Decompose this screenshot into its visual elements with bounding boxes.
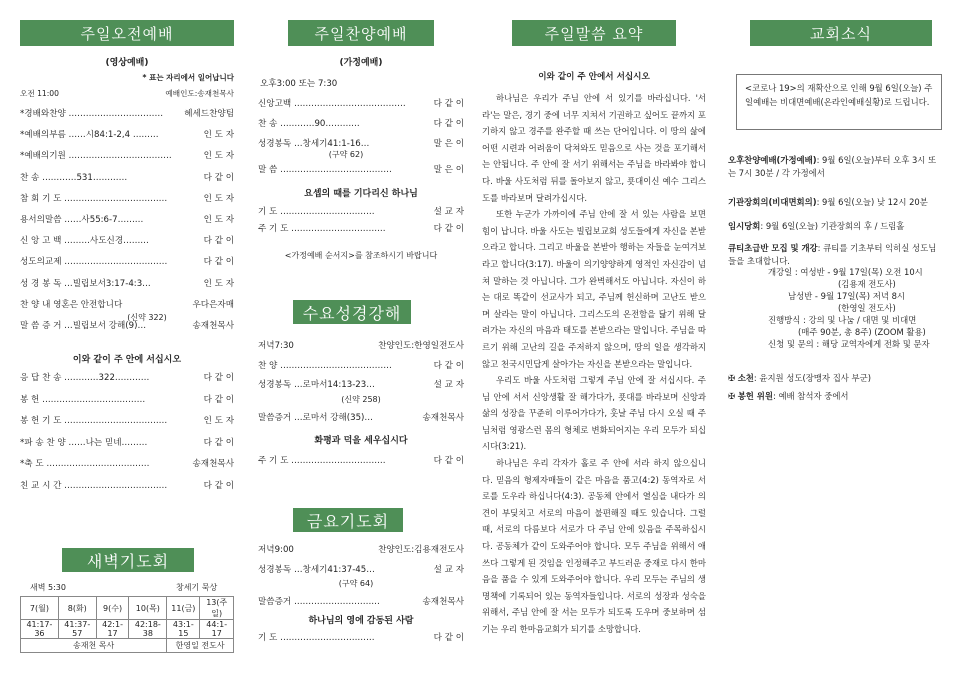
friday-reading-row (258, 564, 464, 577)
order-leader: 인 도 자 (203, 278, 234, 289)
order-row (258, 118, 464, 131)
news-label: 큐티초급반 모집 및 개강 (728, 243, 818, 253)
order-label: 말씀증거 …로마서 강해(35)… (258, 413, 374, 423)
dawn-prayer-header: 새벽기도회 (62, 548, 194, 572)
dawn-texts-row (21, 620, 234, 639)
order-label: 주 기 도 …………………………… (258, 224, 386, 234)
service-presider: 예배인도:송재천목사 (165, 89, 234, 98)
friday-sermon-title: 하나님의 영에 감동된 사람 (308, 616, 414, 626)
order-row (20, 150, 234, 163)
friday-time: 저녁9:00 (258, 545, 294, 555)
friday-header: 금요기도회 (293, 508, 403, 532)
order-leader: 다 같 이 (433, 99, 464, 109)
order-leader: 말 은 이 (433, 165, 464, 175)
order-label: 성경봉독 …창세기41:1-16… (258, 139, 370, 149)
order-label: 용서의말씀 ……사55:6-7……… (20, 215, 144, 225)
order-label: 신앙고백 ………………………………… (258, 99, 406, 109)
order-leader: 다 같 이 (203, 236, 234, 247)
qt-detail-line: 진행방식 : 강의 및 나눔 / 대면 및 비대면 (768, 315, 917, 325)
family-worship-note: <가정예배 순서지>를 참조하시기 바랍니다 (284, 251, 438, 260)
order-leader: 인 도 자 (203, 130, 234, 141)
friday-verse-reference: (구약 64) (338, 579, 374, 588)
church-news-header: 교회소식 (750, 20, 932, 46)
order-label: 응 답 찬 송 …………322………… (20, 373, 150, 383)
news-qt-class (728, 242, 942, 267)
order-row (20, 458, 234, 471)
qt-class-details (728, 266, 942, 350)
dawn-leader-1: 송재천 목사 (21, 639, 167, 653)
wednesday-header: 수요성경강해 (293, 300, 411, 324)
order-label: 성경봉독 …로마서14:13-23… (258, 380, 375, 390)
dawn-text-cell: 43:1-15 (167, 620, 200, 639)
order-label: 신 앙 고 백 ………사도신경……… (20, 236, 149, 247)
order-label: 기 도 …………………………… (258, 633, 375, 643)
summary-paragraph: 하나님은 우리 각자가 홀로 주 안에 서라 하지 않으십니다. 믿음의 형제자매들이 같은 마음을 품고(4:2) 동역자로 서로를 도우라 하십니다(4:3). 공동체 안에서 열심을 내다가 의견이 부딪치고 서로의 마음이 불편해질 때도 있습니다. 그럴 때, 서로의 다름보다 서로가 다 주님 안에 있음을 주목하십시다. 공동체가 같이 도와주어야 합니다. 모두 주님을 위해서 애쓰다 그렇게 된 것임을 인정해주고 부드러운 중재로 다시 한마음을 품을 수 있게 도와주어야 합니다. 우리 모두는 주님의 생명책에 기록되어 있는 동역자들입니다. 서로의 성장과 성숙을 위해서, 주님 안에 잘 서는 모두가 되도록 도우며 중보하며 섬기는 우리 한마음교회가 되기를 소망합니다. (482, 458, 706, 634)
order-leader: 인 도 자 (203, 193, 234, 204)
order-leader: 송재천목사 (192, 321, 234, 331)
order-label: 봉 헌 기 도 ……………………………… (20, 416, 168, 426)
friday-time-row (258, 544, 464, 557)
order-label: 찬 양 내 영혼은 안전합니다 (20, 299, 123, 310)
news-text: : 9월 6일(오늘) 낮 12시 20분 (816, 197, 928, 207)
wednesday-time-row (258, 340, 464, 353)
dawn-day-cell: 8(화) (58, 597, 96, 620)
cross-icon: ✠ (728, 373, 736, 383)
order-label: 말 씀 ………………………………… (258, 165, 392, 175)
order-row (20, 172, 234, 185)
wednesday-sermon-title: 화평과 덕을 세우십시다 (314, 436, 408, 446)
summary-paragraph: 또한 누군가 가까이에 주님 안에 잘 서 있는 사람을 보면 힘이 납니다. 바울 사도는 빌립보교회 성도들에게 자신을 본받으라고 합니다. 그리고 바울을 본받아 행하는 자들을 눈여겨보라고 합니다(3:17). 바울이 의기양양하게 영적인 자신감이 넘쳐 말하는 것 아닙니다. 그가 완벽해서도 아닙니다. 자신이 하는 대로 똑같이 선교사가 되고, 주님께 헌신하며 고난도 받으며 살라는 말이 아닙니다. 그리스도의 온전함을 닮기 위해 달려가는 자신의 마음과 태도를 본받으라는 말입니다. 주님을 따르기 위해 고난의 길을 주저하지 않으며, 땅의 일을 생각하지 않고 천국시민답게 살아가는 자신을 본받으라는 말입니다. (482, 209, 706, 369)
order-row (20, 278, 234, 291)
order-label: 성도의교제 ……………………………… (20, 257, 168, 268)
order-leader: 다 같 이 (203, 172, 234, 183)
sermon-summary-header: 주일말씀 요약 (512, 20, 676, 46)
qt-detail-line: 신청 및 문의 : 해당 교역자에게 전화 및 문자 (768, 339, 930, 349)
column-morning-service (20, 20, 234, 660)
news-text: : 큐티를 기초부터 익히실 성도님들을 초대합니다. (728, 243, 937, 266)
order-label: *경배와찬양 …………………………… (20, 109, 164, 119)
news-label: 임시당회 (728, 221, 761, 231)
afternoon-sermon-row (258, 164, 464, 177)
order-leader: 다 같 이 (433, 224, 464, 234)
dawn-days-row (21, 597, 234, 620)
order-label: 찬 송 …………531………… (20, 172, 128, 183)
order-leader: 송재천목사 (422, 597, 464, 607)
dawn-day-cell: 13(주일) (200, 597, 234, 620)
order-leader: 송재천목사 (422, 413, 464, 423)
order-leader: 다 같 이 (203, 257, 234, 268)
dawn-text-cell: 41:17-36 (21, 620, 59, 639)
qt-detail-line: 개강일 : 여성반 - 9월 17일(목) 오전 10시 (768, 267, 923, 277)
order-label: 말 씀 증 거 …빌립보서 강해(9)… (20, 321, 147, 331)
order-leader: 설 교 자 (433, 207, 464, 217)
wednesday-time: 저녁7:30 (258, 341, 294, 351)
order-leader: 다 같 이 (203, 437, 234, 448)
order-row (258, 379, 464, 392)
order-leader: 다 같 이 (203, 373, 234, 383)
qt-detail-line: (김용재 전도사) (838, 279, 896, 289)
service-time-row (20, 87, 234, 100)
news-offering-committee (728, 390, 942, 403)
morning-service-subtitle: (영상예배) (105, 58, 149, 68)
order-row (258, 360, 464, 373)
order-label: 찬 송 …………90………… (258, 119, 360, 129)
wednesday-verse-reference: (신약 258) (341, 395, 381, 404)
order-leader: 설 교 자 (433, 565, 464, 575)
order-row (20, 480, 234, 493)
news-label: 봉헌 위원 (737, 391, 773, 401)
order-row (20, 299, 234, 312)
dawn-time: 새벽 5:30 (30, 583, 66, 592)
order-leader: 다 같 이 (433, 361, 464, 371)
order-row (20, 415, 234, 428)
order-leader: 다 같 이 (203, 480, 234, 491)
order-label: *예배의부름 ……시84:1-2,4 ……… (20, 130, 159, 141)
qt-detail-line: (매주 90분, 총 8주) (ZOOM 활용) (798, 327, 926, 337)
order-label: 봉 헌 ……………………………… (20, 394, 146, 405)
order-label: 참 회 기 도 ……………………………… (20, 193, 168, 204)
order-row (20, 372, 234, 385)
friday-sermon-row (258, 596, 464, 609)
qt-detail-line: 남성반 - 9월 17일(목) 저녁 8시 (788, 291, 905, 301)
news-condolence (728, 372, 942, 385)
service-time: 오전 11:00 (20, 89, 59, 98)
morning-service-header: 주일오전예배 (20, 20, 234, 46)
afternoon-service-header: 주일찬양예배 (288, 20, 434, 46)
summary-title: 이와 같이 주 안에서 서십시오 (538, 72, 650, 82)
news-text: : 윤지원 성도(장맹자 집사 부군) (753, 373, 871, 383)
order-leader: 다 같 이 (433, 119, 464, 129)
order-leader: 말 은 이 (433, 139, 464, 149)
dawn-text-cell: 41:37-57 (58, 620, 96, 639)
friday-presider: 찬양인도:김용재전도사 (378, 545, 464, 555)
wednesday-presider: 찬양인도:한영일전도사 (378, 341, 464, 351)
order-row (258, 223, 464, 236)
summary-body (482, 90, 706, 638)
wednesday-prayer-row (258, 455, 464, 468)
summary-paragraph: 하나님은 우리가 주님 안에 서 있기를 바라십니다. '서라'는 말은, 경기 중에 너무 지쳐서 기권하고 싶어도 끝까지 포기하지 않고 경주를 완주할 때 쓰는 단어입니다. 이 땅의 삶에 어떤 시련과 어려움이 닥쳐와도 믿음으로 사는 것을 포기해서는 안됩니다. 주 안에 잘 서기 위해서는 주님을 바라봐야 합니다. 바울 사도처럼 뒤를 돌아보지 않고, 푯대이신 예수 그리스도를 바라보며 달려가십시다. (482, 93, 706, 203)
news-label: 기관장회의(비대면회의) (728, 197, 817, 207)
order-leader: 다 같 이 (203, 394, 234, 405)
dawn-leaders-row (21, 639, 234, 653)
order-row (20, 108, 234, 121)
order-row (258, 98, 464, 111)
order-label: *축 도 ……………………………… (20, 459, 150, 469)
column-afternoon-service (258, 20, 464, 660)
order-leader: 다 같 이 (433, 633, 464, 643)
order-label: 성경봉독 …창세기41:37-45… (258, 565, 375, 575)
dawn-day-cell: 11(금) (167, 597, 200, 620)
friday-prayer-row (258, 632, 464, 645)
order-row (258, 206, 464, 219)
order-row (20, 437, 234, 450)
order-label: 친 교 시 간 ……………………………… (20, 480, 168, 491)
afternoon-service-subtitle: (가정예배) (339, 58, 383, 68)
order-label: 기 도 …………………………… (258, 207, 375, 217)
order-row (20, 214, 234, 227)
order-row (20, 394, 234, 407)
order-leader: 송재천목사 (192, 459, 234, 469)
order-leader: 인 도 자 (203, 416, 234, 426)
order-row (20, 256, 234, 269)
news-session-meeting (728, 220, 942, 233)
order-label: 성 경 봉 독 …빌립보서3:17-4:3… (20, 278, 151, 289)
afternoon-sermon-title: 요셉의 때를 기다리신 하나님 (304, 189, 418, 199)
news-label: 오후찬양예배(가정예배) (728, 155, 817, 165)
order-row (20, 129, 234, 142)
order-leader: 설 교 자 (433, 380, 464, 390)
dawn-text-cell: 42:1-17 (96, 620, 129, 639)
summary-paragraph: 우리도 바울 사도처럼 그렇게 주님 안에 잘 서십시다. 주님 안에 서서 신앙생활 잘 해가다가, 푯대를 바라보며 신앙과 삶의 성장을 꾸준히 이루어가다가, 훗날 주님 다시 오실 때 주님처럼 영광스런 몸의 형체로 변화되어지는 우리 모두가 되십시다(3:21). (482, 375, 706, 452)
order-label: *파 송 찬 양 ……나는 믿네……… (20, 437, 148, 448)
cross-icon: ✠ (728, 391, 736, 401)
qt-detail-line: (한영일 전도사) (838, 303, 896, 313)
column-church-news (728, 20, 942, 660)
order-label: 말씀증거 ………………………… (258, 597, 380, 607)
afternoon-time: 오후3:00 또는 7:30 (260, 79, 338, 89)
news-afternoon-worship (728, 154, 942, 179)
standing-note: * 표는 자리에서 일어납니다 (142, 73, 234, 82)
verse-reference: (신약 322) (127, 313, 167, 322)
column-sermon-summary (482, 20, 706, 660)
news-text: : 9월 6일(오늘)부터 오후 3시 또는 7시 30분 / 각 가정에서 (728, 155, 937, 178)
dawn-day-cell: 10(목) (129, 597, 167, 620)
wednesday-sermon-row (258, 412, 464, 425)
order-label: 주 기 도 …………………………… (258, 456, 386, 466)
order-leader: 다 같 이 (433, 456, 464, 466)
covid-notice-box: <코로나 19>의 재확산으로 인해 9월 6일(오늘) 주일예배는 비대면예배(온라인예배실황)로 드립니다. (736, 74, 942, 130)
dawn-day-cell: 9(수) (96, 597, 129, 620)
dawn-schedule-table (20, 596, 234, 653)
order-row (20, 193, 234, 206)
order-label: *예배의기원 ……………………………… (20, 151, 172, 162)
order-leader: 인 도 자 (203, 151, 234, 162)
news-leaders-meeting (728, 196, 942, 209)
order-leader: 헤세드찬양팀 (184, 109, 234, 119)
order-row (20, 235, 234, 248)
order-leader: 우다은자매 (192, 299, 234, 310)
afternoon-verse-reference: (구약 62) (328, 150, 364, 159)
order-label: 찬 양 ………………………………… (258, 361, 392, 371)
news-text: : 예배 참석자 중에서 (772, 391, 849, 401)
dawn-book: 창세기 묵상 (176, 583, 218, 592)
news-text: : 9월 6일(오늘) 기관장회의 후 / 드림홀 (760, 221, 905, 231)
dawn-leader-2: 한영일 전도사 (167, 639, 234, 653)
news-label: 소천 (737, 373, 754, 383)
dawn-text-cell: 42:18-38 (129, 620, 167, 639)
order-leader: 인 도 자 (203, 215, 234, 225)
dawn-text-cell: 44:1-17 (200, 620, 234, 639)
sermon-title: 이와 같이 주 안에 서십시오 (72, 355, 182, 365)
dawn-day-cell: 7(월) (21, 597, 59, 620)
